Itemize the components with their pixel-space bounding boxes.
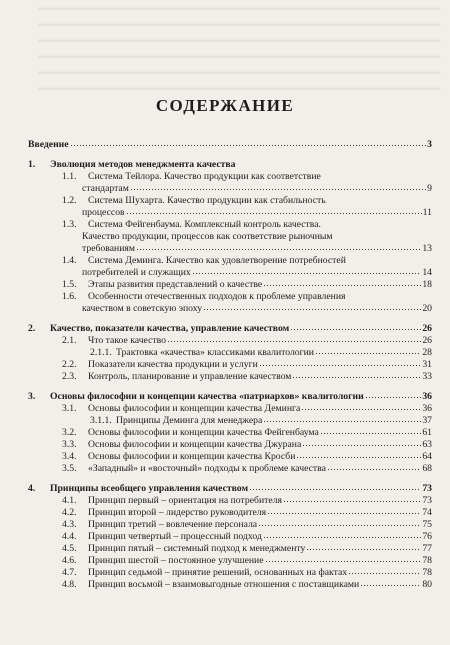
toc-entry-title: Основы философии и концепции качества Кросби	[88, 451, 296, 462]
toc-page-number: 74	[422, 507, 432, 518]
toc-entry[interactable]	[28, 255, 432, 267]
leader-dots	[263, 415, 421, 423]
toc-entry[interactable]	[28, 507, 432, 519]
toc-entry-number: 3.1.	[62, 403, 77, 414]
leader-dots	[301, 403, 421, 411]
leader-dots	[126, 207, 422, 215]
page-title: СОДЕРЖАНИЕ	[155, 96, 295, 115]
toc-entry[interactable]	[28, 219, 432, 231]
toc-entry[interactable]	[28, 291, 432, 303]
toc-page-number: 78	[422, 567, 432, 578]
toc-entry-number: 3.3.	[62, 439, 77, 450]
toc-entry-continuation[interactable]	[28, 243, 432, 255]
toc-section-number: 2.	[28, 323, 36, 334]
toc-entry[interactable]	[28, 347, 432, 359]
toc-page-number: 63	[422, 439, 432, 450]
toc-entry-number: 4.6.	[62, 555, 77, 566]
toc-entry-continuation[interactable]	[28, 231, 432, 243]
toc-section-title: Принципы всеобщего управления качеством	[50, 483, 249, 494]
toc-entry-title: Система Тейлора. Качество продукции как соответствие	[88, 171, 321, 182]
toc-entry[interactable]	[28, 439, 432, 451]
toc-page-number: 73	[422, 483, 432, 494]
toc-entry-title: Система Деминга. Качество как удовлетворение потребностей	[88, 255, 346, 266]
toc-entry-title: потребителей и служащих	[82, 267, 191, 278]
toc-page-number: 28	[422, 347, 432, 358]
toc-page-number: 3	[427, 139, 432, 150]
toc-entry-number: 4.4.	[62, 531, 77, 542]
toc-entry-number: 1.6.	[62, 291, 77, 302]
toc-entry-title: Основы философии и концепции качества Деминга	[88, 403, 301, 414]
toc-page-number: 78	[422, 555, 432, 566]
leader-dots	[167, 335, 421, 343]
bleed-through-text	[38, 0, 440, 90]
toc-entry[interactable]	[28, 463, 432, 475]
toc-page-number: 33	[422, 371, 432, 382]
toc-section-title: Основы философии и концепции качества «патриархов» квалитологии	[50, 391, 364, 402]
leader-dots	[192, 267, 422, 275]
toc-section-heading[interactable]	[28, 323, 432, 335]
toc-entry-number: 3.5.	[62, 463, 77, 474]
leader-dots	[203, 303, 421, 311]
toc-entry-title: Принцип второй – лидерство руководителя	[88, 507, 267, 518]
toc-entry[interactable]	[28, 279, 432, 291]
toc-entry-number: 1.5.	[62, 279, 77, 290]
leader-dots	[348, 567, 421, 575]
toc-entry-number: 3.1.1.	[90, 415, 112, 426]
toc-entry-title: Введение	[28, 139, 69, 150]
leader-dots	[302, 439, 421, 447]
leader-dots	[360, 579, 421, 587]
toc-page-number: 73	[422, 495, 432, 506]
toc-entry-number: 4.7.	[62, 567, 77, 578]
toc-entry-title: Что такое качество	[88, 335, 166, 346]
toc-entry-intro[interactable]	[28, 139, 432, 151]
toc-section-number: 3.	[28, 391, 36, 402]
toc-entry-continuation[interactable]	[28, 183, 432, 195]
toc-section-heading[interactable]	[28, 483, 432, 495]
toc-section-number: 4.	[28, 483, 36, 494]
toc-entry-number: 1.1.	[62, 171, 77, 182]
leader-dots	[130, 183, 426, 191]
leader-dots	[259, 359, 422, 367]
toc-entry-title: Качество продукции, процессов как соответствие рыночным	[82, 231, 333, 242]
toc-page-number: 76	[422, 531, 432, 542]
toc-entry[interactable]	[28, 359, 432, 371]
toc-entry-title: Принцип пятый – системный подход к менеджменту	[88, 543, 306, 554]
toc-entry[interactable]	[28, 415, 432, 427]
toc-page-number: 11	[422, 207, 432, 218]
toc-section-title: Эволюция методов менеджмента качества	[50, 159, 236, 170]
toc-entry[interactable]	[28, 543, 432, 555]
leader-dots	[258, 519, 421, 527]
leader-dots	[249, 483, 421, 491]
leader-dots	[263, 531, 421, 539]
toc-entry-number: 2.1.	[62, 335, 77, 346]
toc-entry[interactable]	[28, 579, 432, 591]
toc-entry-number: 2.1.1.	[90, 347, 112, 358]
toc-entry-title: качеством в советскую эпоху	[82, 303, 203, 314]
toc-page-number: 64	[422, 451, 432, 462]
toc-entry-title: Основы философии и концепции качества Джурана	[88, 439, 302, 450]
toc-entry-continuation[interactable]	[28, 207, 432, 219]
toc-entry-number: 4.3.	[62, 519, 77, 530]
toc-section-number: 1.	[28, 159, 36, 170]
toc-entry[interactable]	[28, 403, 432, 415]
toc-page-number: 18	[422, 279, 432, 290]
leader-dots	[70, 139, 427, 147]
leader-dots	[306, 543, 421, 551]
toc-page-number: 26	[422, 323, 432, 334]
toc-entry[interactable]	[28, 427, 432, 439]
toc-entry-number: 4.5.	[62, 543, 77, 554]
toc-page-number: 36	[422, 403, 432, 414]
toc-entry-title: Принцип первый – ориентация на потребителя	[88, 495, 282, 506]
toc-entry-number: 3.2.	[62, 427, 77, 438]
toc-entry[interactable]	[28, 335, 432, 347]
toc-entry-title: требованиям	[82, 243, 135, 254]
table-of-contents	[28, 139, 432, 591]
toc-entry-continuation[interactable]	[28, 267, 432, 279]
toc-page-number: 37	[422, 415, 432, 426]
toc-entry-title: Основы философии и концепции качества Фейгенбаума	[88, 427, 319, 438]
toc-page-number: 36	[422, 391, 432, 402]
toc-entry[interactable]	[28, 451, 432, 463]
toc-section-heading[interactable]	[28, 391, 432, 403]
toc-page-number: 75	[422, 519, 432, 530]
toc-entry-title: Контроль, планирование и управление качеством	[88, 371, 292, 382]
leader-dots	[296, 451, 421, 459]
leader-dots	[290, 323, 421, 331]
toc-entry-continuation[interactable]	[28, 303, 432, 315]
toc-entry[interactable]	[28, 531, 432, 543]
toc-entry-number: 1.3.	[62, 219, 77, 230]
toc-entry-number: 3.4.	[62, 451, 77, 462]
toc-page-number: 20	[422, 303, 432, 314]
leader-dots	[365, 391, 422, 399]
toc-entry-number: 4.1.	[62, 495, 77, 506]
toc-page-number: 77	[422, 543, 432, 554]
toc-entry-title: Принцип восьмой – взаимовыгодные отношения с поставщиками	[88, 579, 360, 590]
toc-entry-number: 4.2.	[62, 507, 77, 518]
toc-entry-title: стандартам	[82, 183, 129, 194]
toc-entry-title: Трактовка «качества» классиками квалитологии	[116, 347, 314, 358]
toc-entry-title: Принцип третий – вовлечение персонала	[88, 519, 258, 530]
toc-entry-number: 4.8.	[62, 579, 77, 590]
leader-dots	[327, 463, 421, 471]
toc-page-number: 26	[422, 335, 432, 346]
toc-entry-title: Принципы Деминга для менеджера	[116, 415, 263, 426]
toc-entry-title: Принцип седьмой – принятие решений, основанных на фактах	[88, 567, 348, 578]
toc-page-number: 13	[422, 243, 432, 254]
leader-dots	[283, 495, 421, 503]
toc-entry-number: 1.2.	[62, 195, 77, 206]
toc-page-number: 80	[422, 579, 432, 590]
toc-entry-title: Принцип четвертый – процессный подход	[88, 531, 262, 542]
toc-entry[interactable]	[28, 195, 432, 207]
toc-entry-title: Система Шухарта. Качество продукции как стабильность	[88, 195, 326, 206]
toc-entry[interactable]	[28, 519, 432, 531]
leader-dots	[292, 371, 421, 379]
toc-entry-title: «Западный» и «восточный» подходы к проблеме качества	[88, 463, 326, 474]
toc-entry-title: Показатели качества продукции и услуги	[88, 359, 258, 370]
toc-section-title: Качество, показатели качества, управление качеством	[50, 323, 290, 334]
leader-dots	[320, 427, 422, 435]
toc-page-number: 61	[422, 427, 432, 438]
toc-entry[interactable]	[28, 495, 432, 507]
leader-dots	[267, 507, 421, 515]
toc-entry[interactable]	[28, 555, 432, 567]
toc-entry-title: Особенности отечественных подходов к проблеме управления	[88, 291, 346, 302]
toc-entry-number: 1.4.	[62, 255, 77, 266]
toc-entry-title: Этапы развития представлений о качестве	[88, 279, 263, 290]
leader-dots	[136, 243, 421, 251]
toc-page-number: 14	[422, 267, 432, 278]
toc-entry-title: процессов	[82, 207, 125, 218]
leader-dots	[315, 347, 421, 355]
leader-dots	[263, 279, 421, 287]
leader-dots	[265, 555, 422, 563]
toc-entry[interactable]	[28, 371, 432, 383]
toc-page-number: 9	[427, 183, 432, 194]
toc-page-number: 68	[422, 463, 432, 474]
toc-page-number: 31	[422, 359, 432, 370]
toc-entry-number: 2.3.	[62, 371, 77, 382]
toc-entry-title: Принцип шестой – постоянное улучшение	[88, 555, 264, 566]
toc-section-heading[interactable]	[28, 159, 432, 171]
toc-entry-number: 2.2.	[62, 359, 77, 370]
toc-entry[interactable]	[28, 171, 432, 183]
toc-entry[interactable]	[28, 567, 432, 579]
toc-entry-title: Система Фейгенбаума. Комплексный контроль качества.	[88, 219, 321, 230]
